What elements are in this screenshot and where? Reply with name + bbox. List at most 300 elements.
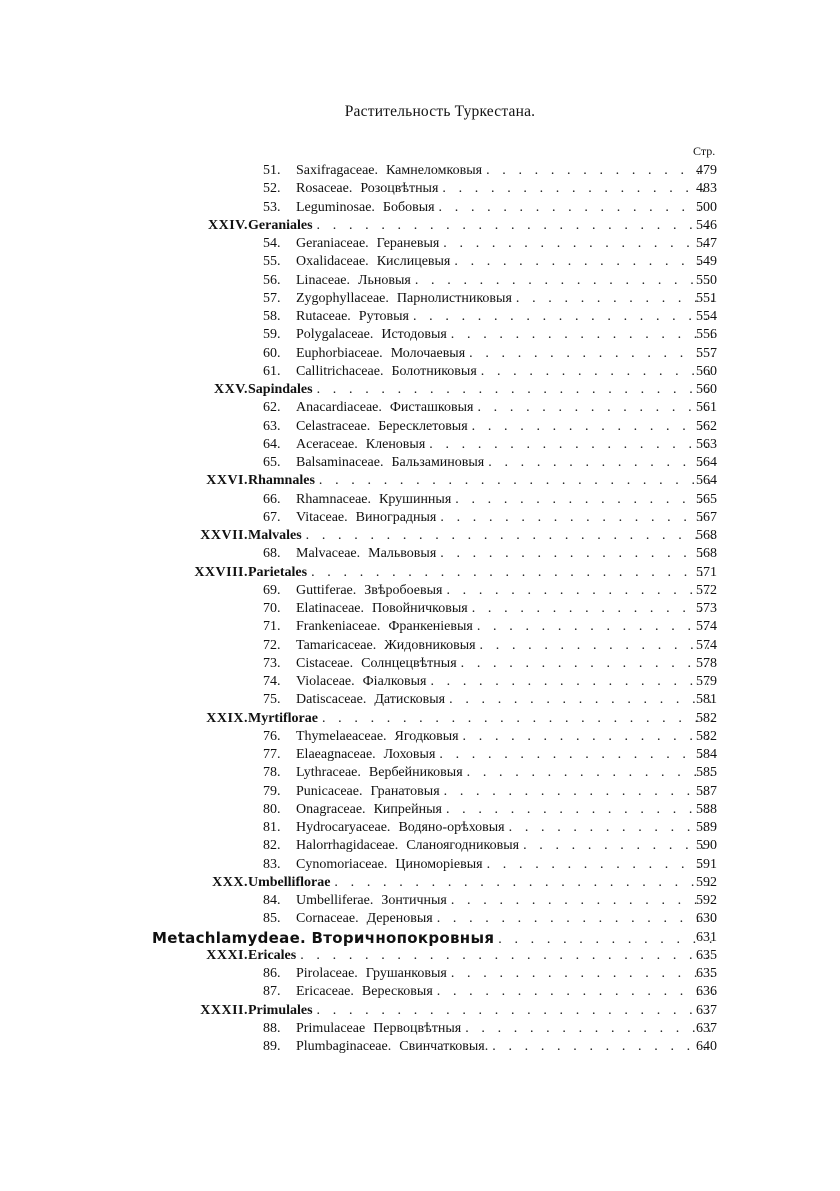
entry-number: 82.	[263, 838, 281, 854]
family-russian-name: Фисташковыя	[389, 400, 474, 416]
family-latin-name: Lythraceae.	[296, 765, 361, 781]
toc-family-entry	[0, 673, 840, 691]
entry-number: 69.	[263, 582, 281, 598]
family-latin-name: Euphorbiaceae.	[296, 345, 383, 361]
order-title: Sapindales	[248, 382, 313, 397]
toc-family-entry	[0, 308, 840, 326]
family-latin-name: Ericaceae.	[296, 984, 354, 1000]
family-latin-name: Frankeniaceae.	[296, 619, 381, 635]
entry-text	[296, 819, 714, 837]
dot-leader	[440, 545, 714, 563]
entry-number: 89.	[263, 1039, 281, 1054]
page-number: 581	[696, 692, 717, 708]
dot-leader	[311, 564, 714, 582]
family-russian-name: Ягодковыя	[394, 728, 459, 744]
dot-leader	[516, 290, 714, 308]
entry-number: 70.	[263, 601, 281, 616]
order-roman-numeral: XXX.	[212, 874, 248, 890]
page-number: 554	[696, 309, 717, 324]
dot-leader	[317, 217, 714, 235]
page-number: 578	[696, 655, 717, 671]
entry-text	[248, 1002, 714, 1020]
entry-number: 63.	[263, 418, 281, 434]
family-latin-name: Saxifragaceae.	[296, 163, 378, 178]
entry-text	[296, 235, 714, 253]
family-latin-name: Cynomoriaceae.	[296, 856, 388, 872]
dot-leader	[442, 180, 714, 198]
dot-leader	[472, 600, 714, 618]
page-number: 574	[696, 619, 717, 635]
toc-family-entry	[0, 436, 840, 454]
family-latin-name: Guttiferae.	[296, 582, 357, 598]
dot-leader	[449, 691, 714, 709]
page-number: 561	[696, 400, 717, 416]
page-column-label: Стр.	[693, 144, 716, 158]
entry-text	[296, 618, 714, 636]
toc-order-entry	[0, 710, 840, 728]
entry-number: 83.	[263, 856, 281, 872]
toc-order-entry	[0, 947, 840, 965]
entry-text	[296, 655, 714, 673]
page-number: 589	[696, 820, 717, 835]
family-russian-name: Болотниковыя	[391, 363, 477, 379]
dot-leader	[487, 856, 714, 874]
toc-family-entry	[0, 162, 840, 180]
page-number: 582	[696, 728, 717, 744]
entry-number: 71.	[263, 619, 281, 635]
order-title: Malvales	[248, 528, 302, 543]
entry-text	[296, 910, 714, 928]
family-russian-name: Мальвовыя	[368, 546, 437, 562]
entry-text	[296, 509, 714, 527]
entry-number: 67.	[263, 509, 281, 525]
entry-number: 52.	[263, 181, 281, 197]
family-russian-name: Рутовыя	[358, 309, 409, 324]
family-latin-name: Leguminosae.	[296, 199, 375, 215]
family-latin-name: Plumbaginaceae.	[296, 1039, 392, 1054]
page-number: 560	[696, 363, 717, 379]
page-number: 551	[696, 290, 717, 306]
toc-family-entry	[0, 454, 840, 472]
entry-number: 59.	[263, 327, 281, 343]
toc-order-entry	[0, 1002, 840, 1020]
page-number: 574	[696, 637, 717, 653]
dot-leader	[467, 764, 714, 782]
family-latin-name: Callitrichaceae.	[296, 363, 384, 379]
entry-number: 51.	[263, 163, 281, 178]
page-number: 635	[696, 966, 717, 981]
family-latin-name: Linaceae.	[296, 272, 351, 288]
family-latin-name: Rosaceae.	[296, 181, 353, 197]
entry-number: 55.	[263, 254, 281, 270]
page-number: 588	[696, 801, 717, 817]
entry-text	[296, 290, 714, 308]
entry-number: 78.	[263, 765, 281, 781]
entry-number: 77.	[263, 747, 281, 762]
family-latin-name: Vitaceae.	[296, 509, 348, 525]
page-number: 547	[696, 236, 717, 251]
dot-leader	[446, 801, 714, 819]
dot-leader	[454, 253, 714, 271]
toc-family-entry	[0, 801, 840, 819]
page-number: 568	[696, 528, 717, 543]
family-latin-name: Rhamnaceae.	[296, 491, 372, 507]
entry-text	[296, 345, 714, 363]
entry-number: 86.	[263, 966, 281, 981]
toc-family-entry	[0, 910, 840, 928]
toc-order-entry	[0, 217, 840, 235]
entry-text	[296, 418, 714, 436]
entry-text	[296, 399, 714, 417]
family-russian-name: Свинчатковыя.	[399, 1039, 489, 1054]
entry-text	[296, 180, 714, 198]
family-russian-name: Виноградныя	[355, 509, 437, 525]
dot-leader	[446, 582, 714, 600]
dot-leader	[465, 1020, 714, 1038]
family-latin-name: Tamaricaceae.	[296, 637, 377, 653]
order-roman-numeral: XXVII.	[200, 528, 248, 543]
dot-leader	[319, 472, 714, 490]
page-number: 550	[696, 272, 717, 288]
entry-text	[296, 199, 714, 217]
family-latin-name: Malvaceae.	[296, 546, 361, 562]
toc-family-entry	[0, 728, 840, 746]
entry-number: 84.	[263, 893, 281, 908]
entry-text	[296, 965, 714, 983]
page-number: 483	[696, 181, 717, 197]
family-russian-name: Гранатовыя	[370, 783, 440, 799]
dot-leader	[437, 910, 714, 928]
dot-leader	[437, 983, 714, 1001]
family-russian-name: Льновыя	[358, 272, 411, 288]
toc-family-entry	[0, 272, 840, 290]
entry-text	[296, 837, 714, 855]
family-latin-name: Aceraceae.	[296, 436, 358, 452]
family-latin-name: Violaceae.	[296, 674, 355, 689]
toc-family-entry	[0, 582, 840, 600]
entry-text	[248, 472, 714, 490]
page-number: 562	[696, 418, 717, 434]
entry-text	[296, 783, 714, 801]
dot-leader	[486, 162, 714, 180]
dot-leader	[444, 783, 714, 801]
page-number: 637	[696, 1002, 717, 1018]
toc-order-entry	[0, 381, 840, 399]
page-number: 635	[696, 947, 717, 963]
toc-family-entry	[0, 399, 840, 417]
toc-family-entry	[0, 655, 840, 673]
family-latin-name: Balsaminaceae.	[296, 455, 384, 470]
toc-family-entry	[0, 637, 840, 655]
page-number: 546	[696, 217, 717, 233]
family-latin-name: Rutaceae.	[296, 309, 351, 324]
dot-leader	[413, 308, 714, 326]
entry-text	[296, 308, 714, 326]
entry-text	[296, 746, 714, 764]
toc-family-entry	[0, 691, 840, 709]
entry-text	[296, 491, 714, 509]
dot-leader	[461, 655, 714, 673]
page-number: 560	[696, 382, 717, 397]
entry-text	[152, 929, 714, 949]
entry-number: 75.	[263, 692, 281, 708]
toc-family-entry	[0, 418, 840, 436]
family-latin-name: Anacardiaceae.	[296, 400, 382, 416]
family-latin-name: Cistaceae.	[296, 655, 354, 671]
entry-text	[248, 217, 714, 235]
toc-family-entry	[0, 783, 840, 801]
family-russian-name: Бобовыя	[382, 199, 435, 215]
dot-leader	[322, 710, 714, 728]
page-number: 571	[696, 564, 717, 580]
toc-family-entry	[0, 819, 840, 837]
family-latin-name: Elaeagnaceae.	[296, 747, 376, 762]
family-russian-name: Водяно-орѣховыя	[398, 820, 505, 835]
entry-text	[296, 545, 714, 563]
toc-family-entry	[0, 856, 840, 874]
page-number: 568	[696, 546, 717, 562]
toc-family-entry	[0, 965, 840, 983]
entry-text	[296, 1038, 714, 1056]
family-latin-name: Polygalaceae.	[296, 327, 374, 343]
entry-text	[296, 673, 714, 691]
entry-text	[296, 637, 714, 655]
entry-text	[296, 856, 714, 874]
table-of-contents	[0, 162, 840, 1056]
entry-number: 81.	[263, 820, 281, 835]
entry-text	[296, 363, 714, 381]
page-number: 590	[696, 838, 717, 854]
dot-leader	[429, 436, 714, 454]
toc-order-entry	[0, 527, 840, 545]
family-latin-name: Datiscaceae.	[296, 692, 367, 708]
page-number: 636	[696, 984, 717, 1000]
toc-family-entry	[0, 235, 840, 253]
entry-text	[296, 600, 714, 618]
page-number: 631	[696, 929, 717, 945]
family-russian-name: Дереновыя	[366, 911, 433, 927]
family-latin-name: Umbelliferae.	[296, 893, 374, 908]
order-roman-numeral: XXVIII.	[194, 564, 248, 580]
entry-text	[248, 710, 714, 728]
entry-number: 60.	[263, 345, 281, 361]
toc-family-entry	[0, 509, 840, 527]
family-russian-name: Камнеломковыя	[386, 163, 483, 178]
dot-leader	[509, 819, 714, 837]
page-number: 637	[696, 1020, 717, 1036]
order-title: Umbelliflorae	[248, 874, 331, 890]
family-latin-name: Celastraceae.	[296, 418, 371, 434]
toc-family-entry	[0, 1038, 840, 1056]
toc-family-entry	[0, 491, 840, 509]
entry-text	[296, 253, 714, 271]
toc-family-entry	[0, 746, 840, 764]
page-number: 564	[696, 473, 717, 489]
family-russian-name: Молочаевыя	[390, 345, 466, 361]
family-russian-name: Вересковыя	[361, 984, 433, 1000]
family-russian-name: Звѣробоевыя	[364, 582, 443, 598]
family-russian-name: Датисковыя	[374, 692, 446, 708]
family-russian-name: Вербейниковыя	[368, 765, 463, 781]
group-title: Metachlamydeae. Вторичнопокровныя	[152, 928, 495, 947]
order-title: Ericales	[248, 947, 297, 963]
entry-number: 73.	[263, 655, 281, 671]
family-russian-name: Повойничковыя	[372, 601, 468, 616]
order-roman-numeral: XXXII.	[200, 1002, 248, 1018]
entry-number: 88.	[263, 1020, 281, 1036]
page-number: 500	[696, 199, 717, 215]
entry-text	[296, 691, 714, 709]
entry-text	[296, 162, 714, 180]
dot-leader	[317, 381, 714, 399]
dot-leader	[481, 363, 714, 381]
page-number: 564	[696, 455, 717, 470]
entry-text	[296, 326, 714, 344]
family-latin-name: Thymelaeaceae.	[296, 728, 387, 744]
page-number: 591	[696, 856, 717, 872]
family-latin-name: Cornaceae.	[296, 911, 359, 927]
entry-number: 68.	[263, 546, 281, 562]
family-russian-name: Розоцвѣтныя	[360, 181, 439, 197]
entry-text	[296, 728, 714, 746]
family-russian-name: Зонтичныя	[381, 893, 447, 908]
page-number: 579	[696, 674, 717, 689]
entry-number: 87.	[263, 984, 281, 1000]
family-russian-name: Сланоягодниковыя	[406, 838, 520, 854]
order-roman-numeral: XXVI.	[206, 473, 248, 489]
family-latin-name: Pirolaceae.	[296, 966, 358, 981]
dot-leader	[439, 746, 714, 764]
entry-text	[296, 983, 714, 1001]
family-russian-name: Франкеніевыя	[388, 619, 473, 635]
entry-text	[248, 527, 714, 545]
family-russian-name: Истодовыя	[381, 327, 447, 343]
family-latin-name: Primulaceae	[296, 1020, 366, 1036]
dot-leader	[317, 1002, 714, 1020]
entry-number: 80.	[263, 801, 281, 817]
family-latin-name: Halorrhagidaceae.	[296, 838, 399, 854]
entry-number: 74.	[263, 674, 281, 689]
toc-family-entry	[0, 1020, 840, 1038]
toc-family-entry	[0, 837, 840, 855]
dot-leader	[306, 527, 714, 545]
entry-number: 56.	[263, 272, 281, 288]
family-latin-name: Zygophyllaceae.	[296, 290, 389, 306]
entry-number: 64.	[263, 436, 281, 452]
family-russian-name: Фіалковыя	[362, 674, 427, 689]
page-number: 587	[696, 783, 717, 799]
dot-leader	[440, 509, 714, 527]
page-number: 585	[696, 765, 717, 781]
entry-text	[296, 272, 714, 290]
entry-text	[248, 874, 714, 892]
entry-number: 66.	[263, 491, 281, 507]
dot-leader	[443, 235, 714, 253]
toc-order-entry	[0, 472, 840, 490]
family-latin-name: Elatinaceae.	[296, 601, 365, 616]
dot-leader	[451, 892, 714, 910]
entry-number: 62.	[263, 400, 281, 416]
toc-order-entry	[0, 564, 840, 582]
dot-leader	[463, 728, 714, 746]
dot-leader	[477, 399, 714, 417]
family-latin-name: Punicaceae.	[296, 783, 363, 799]
entry-text	[296, 436, 714, 454]
toc-group-heading	[0, 929, 840, 947]
page-number: 572	[696, 582, 717, 598]
family-russian-name: Крушинныя	[379, 491, 452, 507]
dot-leader	[469, 345, 714, 363]
family-latin-name: Oxalidaceae.	[296, 254, 369, 270]
family-latin-name: Onagraceae.	[296, 801, 366, 817]
page-number: 479	[696, 163, 717, 178]
toc-family-entry	[0, 618, 840, 636]
toc-family-entry	[0, 345, 840, 363]
dot-leader	[451, 965, 714, 983]
page-number: 640	[696, 1039, 717, 1054]
dot-leader	[334, 874, 714, 892]
dot-leader	[492, 1038, 714, 1056]
entry-number: 57.	[263, 290, 281, 306]
order-roman-numeral: XXIX.	[206, 710, 248, 726]
dot-leader	[430, 673, 714, 691]
entry-number: 58.	[263, 309, 281, 324]
entry-number: 61.	[263, 363, 281, 379]
family-russian-name: Солнцецвѣтныя	[361, 655, 457, 671]
toc-family-entry	[0, 545, 840, 563]
dot-leader	[415, 272, 714, 290]
dot-leader	[477, 618, 714, 636]
family-latin-name: Geraniaceae.	[296, 236, 369, 251]
entry-number: 72.	[263, 637, 281, 653]
entry-text	[296, 801, 714, 819]
dot-leader	[488, 454, 714, 472]
page-number: 557	[696, 345, 717, 361]
family-russian-name: Бересклетовыя	[378, 418, 468, 434]
order-roman-numeral: XXV.	[213, 382, 248, 397]
order-roman-numeral: XXIV.	[208, 217, 248, 233]
dot-leader	[480, 637, 714, 655]
entry-text	[248, 947, 714, 965]
toc-family-entry	[0, 326, 840, 344]
entry-number: 53.	[263, 199, 281, 215]
toc-family-entry	[0, 600, 840, 618]
order-title: Parietales	[248, 564, 308, 580]
page-number: 592	[696, 893, 717, 908]
toc-family-entry	[0, 180, 840, 198]
toc-family-entry	[0, 290, 840, 308]
family-russian-name: Кипрейныя	[373, 801, 442, 817]
page-number: 563	[696, 436, 717, 452]
toc-family-entry	[0, 363, 840, 381]
page-number: 549	[696, 254, 717, 270]
order-title: Rhamnales	[248, 473, 315, 489]
entry-text	[248, 381, 714, 399]
toc-family-entry	[0, 199, 840, 217]
page-number: 556	[696, 327, 717, 343]
entry-text	[248, 564, 714, 582]
family-russian-name: Циноморіевыя	[395, 856, 483, 872]
dot-leader	[523, 837, 714, 855]
toc-family-entry	[0, 983, 840, 1001]
page-number: 573	[696, 601, 717, 616]
toc-family-entry	[0, 253, 840, 271]
dot-leader	[455, 491, 714, 509]
toc-family-entry	[0, 892, 840, 910]
toc-family-entry	[0, 764, 840, 782]
family-russian-name: Первоцвѣтныя	[373, 1020, 462, 1036]
family-russian-name: Жидовниковыя	[384, 637, 476, 653]
